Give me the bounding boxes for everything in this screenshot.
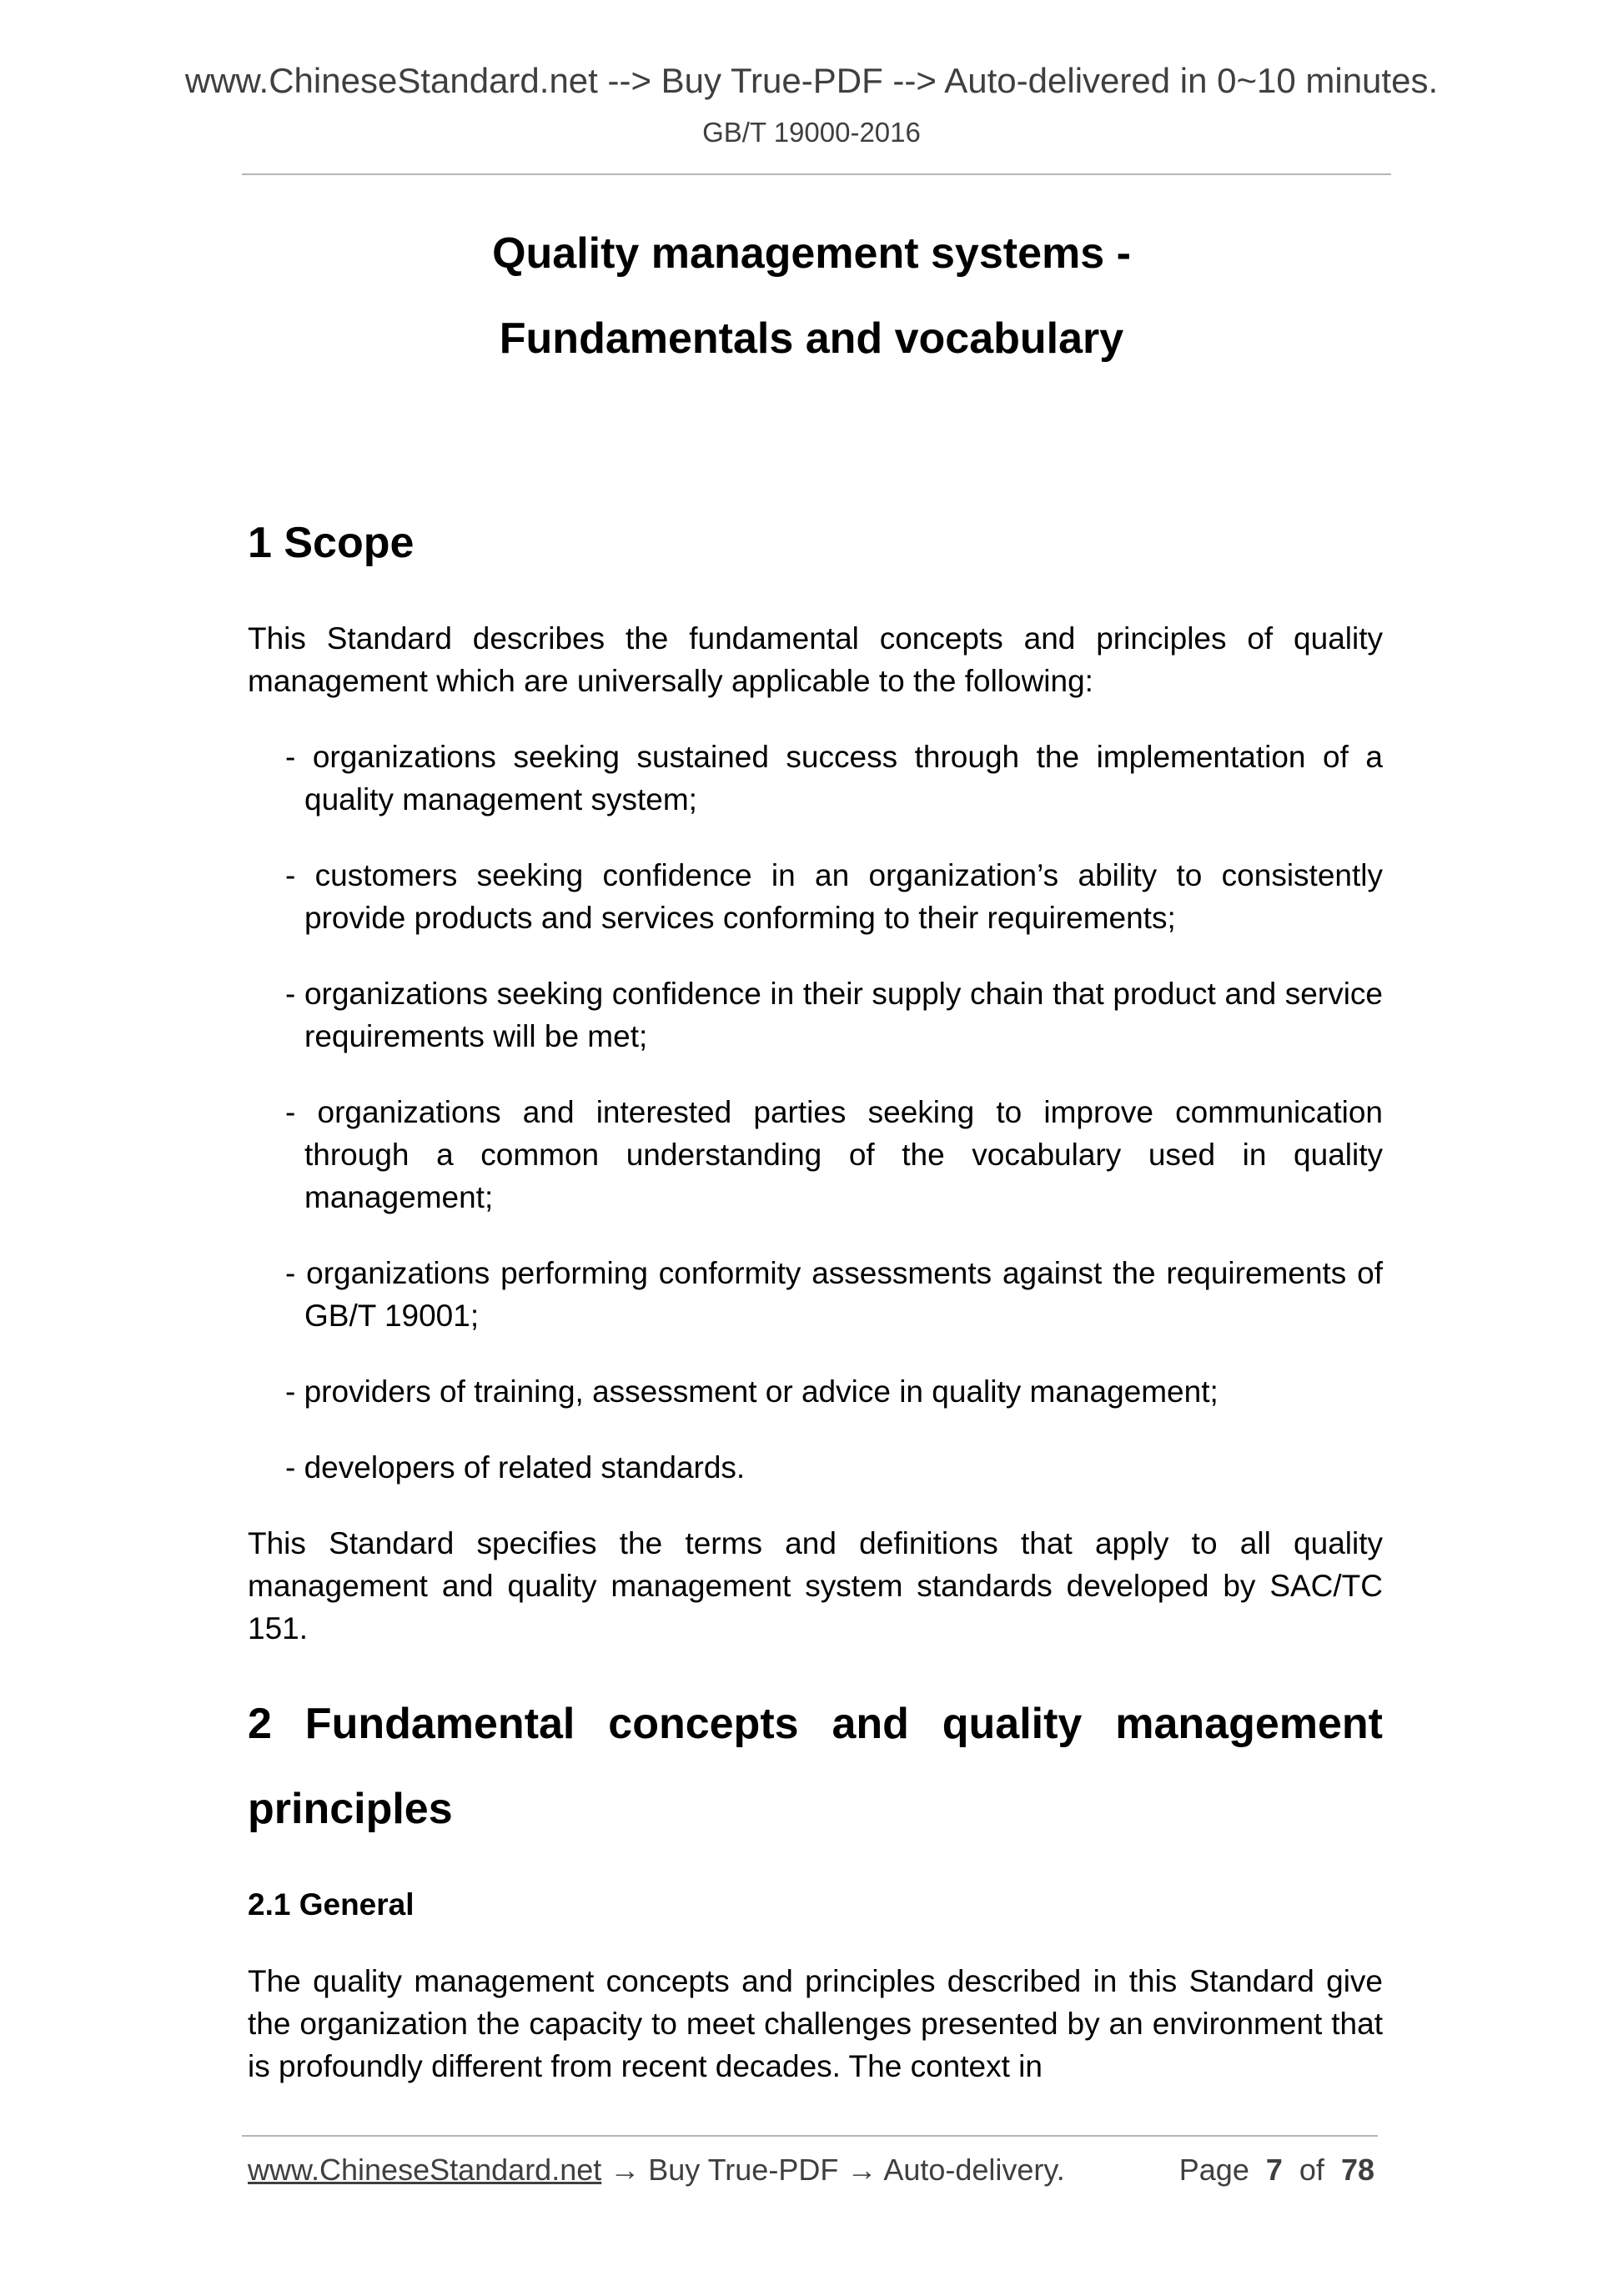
scope-list-item: - organizations seeking confidence in their supply chain that product and service requirements will be met; — [285, 977, 1383, 1053]
scope-closing-paragraph: This Standard specifies the terms and definitions that apply to all quality management and quality management system standards developed by SAC/TC 151. — [248, 1526, 1383, 1645]
page-current: 7 — [1265, 2153, 1283, 2187]
page-footer — [248, 2155, 1374, 2185]
document-title-line-1: Quality management systems - — [492, 229, 1131, 278]
section-2-1-heading: 2.1 General — [248, 1887, 415, 1922]
scope-intro-paragraph: This Standard describes the fundamental concepts and principles of quality management which are universally applicable to the following: — [248, 621, 1383, 698]
footer-divider — [242, 2135, 1378, 2137]
header-divider — [242, 173, 1391, 175]
page-body — [248, 500, 1383, 2088]
scope-list-item: - organizations seeking sustained success through the implementation of a quality management system; — [285, 740, 1383, 816]
page-total: 78 — [1340, 2153, 1374, 2187]
scope-list-item: - organizations performing conformity assessments against the requirements of GB/T 19001; — [285, 1256, 1383, 1333]
section-2-heading: 2 Fundamental concepts and quality management principles — [248, 1700, 1383, 1833]
page-of-label: of — [1299, 2153, 1324, 2187]
page-label: Page — [1178, 2153, 1249, 2187]
footer-website-link[interactable]: www.ChineseStandard.net — [248, 2153, 602, 2187]
scope-list-item: - organizations and interested parties seeking to improve communication through a common understanding of the vocabulary used in quality management; — [285, 1095, 1383, 1214]
scope-list-item: - developers of related standards. — [285, 1450, 746, 1485]
scope-list-item: - customers seeking confidence in an organization’s ability to consistently provide products and services conforming to their requirements; — [285, 858, 1383, 935]
document-title-line-2: Fundamentals and vocabulary — [499, 314, 1124, 363]
page-indicator — [1179, 2155, 1374, 2185]
footer-tagline: → Buy True-PDF → Auto-delivery. — [601, 2153, 1065, 2187]
scope-list-item: - providers of training, assessment or advice in quality management; — [285, 1374, 1219, 1409]
document-number: GB/T 19000-2016 — [702, 117, 921, 148]
header-banner: www.ChineseStandard.net --> Buy True-PDF --> Auto-delivered in 0~10 minutes. — [184, 61, 1439, 100]
general-paragraph: The quality management concepts and principles described in this Standard give the organization the capacity to meet challenges presented by an environment that is profoundly different from recent decades. The context in — [248, 1964, 1383, 2083]
section-1-heading: 1 Scope — [248, 519, 415, 567]
